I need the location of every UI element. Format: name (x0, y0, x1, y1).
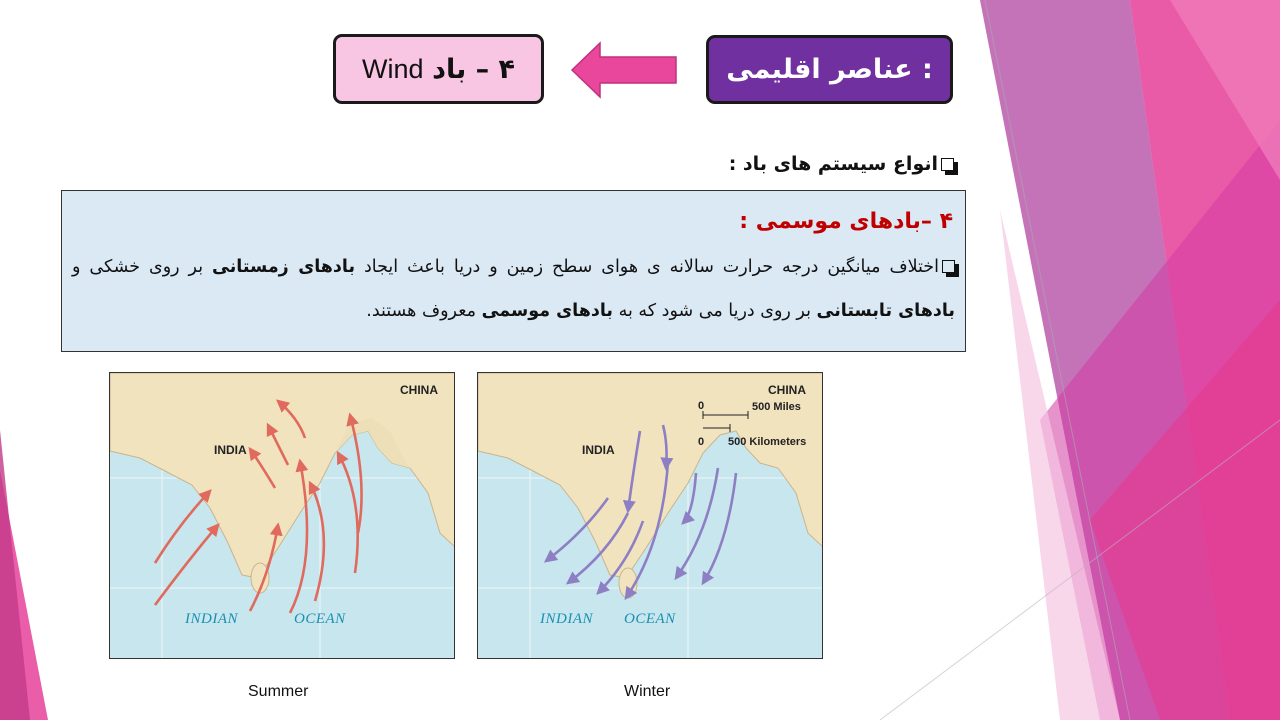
summer-label-india: INDIA (214, 443, 247, 457)
scale-km-label: 500 Kilometers (728, 436, 807, 448)
summer-label-ocean: OCEAN (294, 611, 346, 627)
subtitle-box (333, 34, 544, 104)
slide-title: عناصر اقلیمی : (726, 54, 933, 85)
desc-part-4: معروف هستند. (366, 301, 482, 321)
winter-label-india: INDIA (582, 443, 615, 457)
scale-zero-km: 0 (698, 436, 705, 448)
winter-monsoon-map (477, 372, 823, 659)
winter-label-ocean: OCEAN (624, 611, 676, 627)
desc-bold-winter-winds: بادهای زمستانی (212, 257, 356, 277)
monsoon-heading: ۴ –بادهای موسمی : (739, 209, 953, 234)
wind-types-heading (729, 153, 954, 175)
desc-bold-summer-winds: بادهای تابستانی (816, 301, 955, 321)
summer-monsoon-map (109, 372, 455, 659)
left-arrow-icon (570, 40, 680, 100)
monsoon-info-box (61, 190, 966, 352)
desc-part-2: بر روی خشکی و (72, 257, 213, 277)
summer-label-china: CHINA (400, 383, 438, 397)
subtitle-english: Wind (361, 53, 424, 84)
desc-part-1: اختلاف میانگین درجه حرارت سالانه ی هوای سطح زمین و دریا باعث ایجاد (355, 257, 939, 277)
wind-types-text: انواع سیستم های باد : (728, 153, 938, 175)
square-bullet-icon (942, 260, 955, 273)
summer-label-indian: INDIAN (185, 611, 238, 627)
scale-miles-label: 500 Miles (752, 401, 801, 413)
slide-title-box (706, 35, 953, 104)
summer-map-drawing (110, 373, 455, 659)
monsoon-description (72, 245, 955, 333)
scale-zero-miles: 0 (698, 400, 705, 412)
square-bullet-icon (941, 158, 954, 171)
desc-part-3: بر روی دریا می شود که به (613, 301, 817, 321)
subtitle-persian: ۴ – باد (432, 53, 516, 85)
desc-bold-monsoon-winds: بادهای موسمی (481, 301, 614, 321)
winter-label-indian: INDIAN (540, 611, 593, 627)
summer-caption: Summer (248, 683, 309, 700)
winter-caption: Winter (624, 683, 671, 700)
winter-label-china: CHINA (768, 383, 806, 397)
